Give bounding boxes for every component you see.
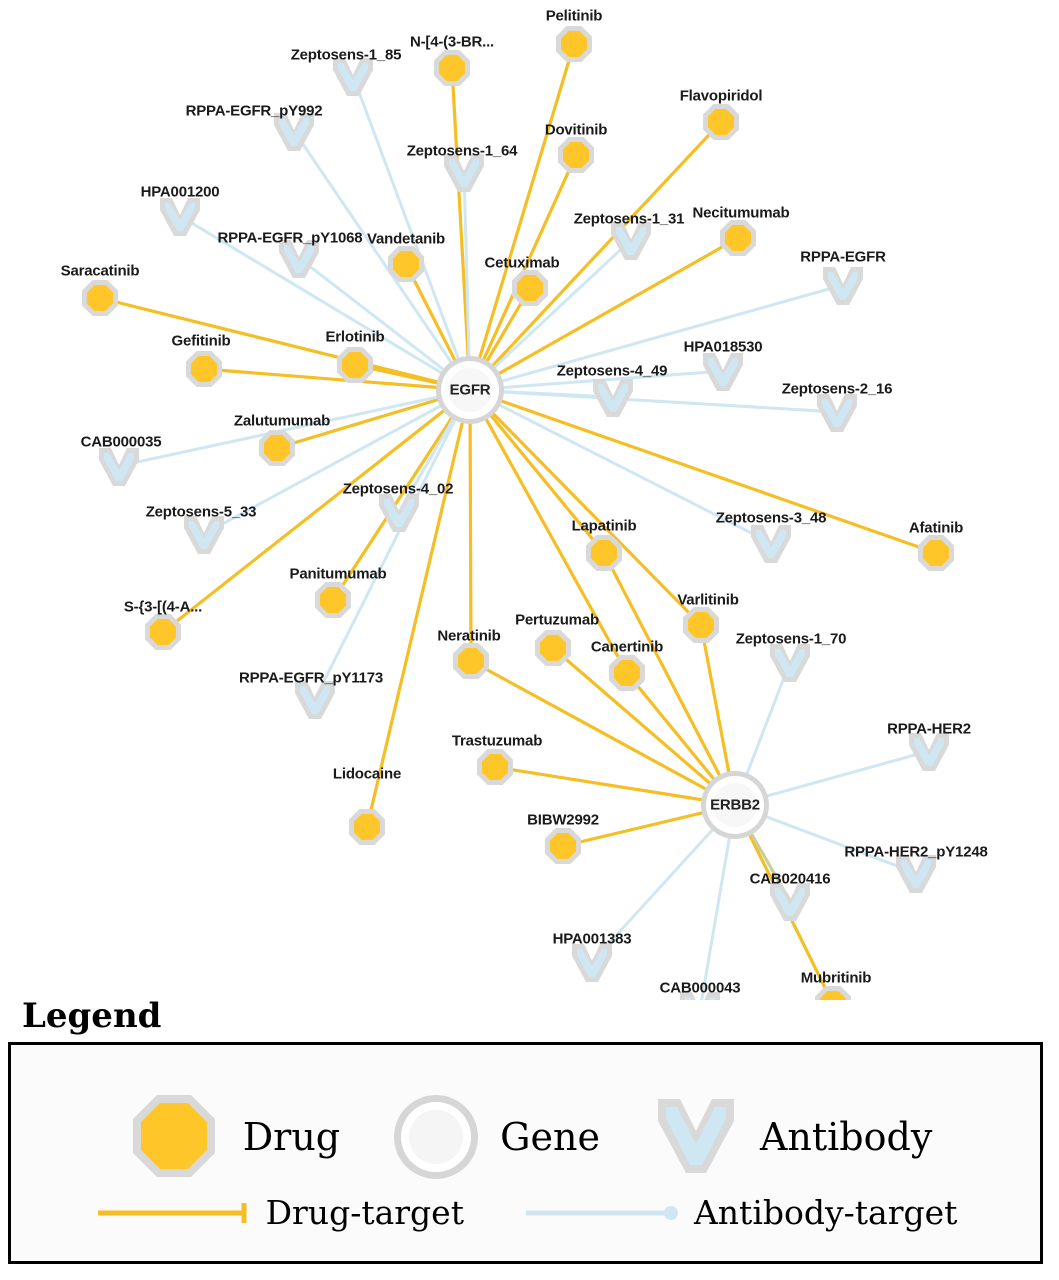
drug-label: Trastuzumab — [451, 732, 543, 750]
drug-label: Lidocaine — [332, 765, 402, 783]
antibody-label: CAB000035 — [80, 433, 162, 451]
drug-label: Neratinib — [437, 627, 501, 645]
antibody-label: CAB020416 — [749, 870, 831, 888]
drug-node[interactable] — [337, 347, 373, 383]
drug-node[interactable] — [512, 270, 548, 306]
drug-node[interactable] — [918, 535, 954, 571]
drug-label: Canertinib — [590, 638, 664, 656]
legend-antibody-edge-item — [522, 1193, 957, 1232]
legend-drug-label: Drug — [242, 1115, 341, 1159]
drug-node[interactable] — [683, 607, 719, 643]
antibody-target-edge — [294, 131, 470, 390]
drug-node[interactable] — [145, 614, 181, 650]
drug-node[interactable] — [315, 582, 351, 618]
drug-label: N-[4-(3-BR... — [409, 33, 495, 51]
antibody-label: RPPA-EGFR_pY992 — [185, 102, 323, 120]
legend-antibody-item — [646, 1087, 932, 1187]
drug-node[interactable] — [703, 104, 739, 140]
antibody-node[interactable] — [184, 516, 224, 554]
antibody-label: Zeptosens-4_02 — [342, 480, 454, 498]
legend-edges-row — [11, 1193, 1040, 1232]
legend-drug-edge-item — [94, 1193, 464, 1232]
antibody-label: Zeptosens-1_64 — [406, 142, 518, 160]
drug-node[interactable] — [720, 220, 756, 256]
antibody-node[interactable] — [99, 448, 139, 486]
antibody-label: Zeptosens-4_49 — [556, 362, 668, 380]
antibody-label: Zeptosens-3_48 — [715, 509, 827, 527]
drug-node[interactable] — [609, 655, 645, 691]
drug-node[interactable] — [556, 26, 592, 62]
antibody-node[interactable] — [572, 944, 612, 982]
drug-label: BIBW2992 — [527, 811, 599, 829]
antibody-node[interactable] — [444, 154, 484, 192]
legend-title: Legend — [22, 996, 162, 1036]
antibody-node[interactable] — [593, 379, 633, 417]
gene-icon — [386, 1087, 486, 1187]
antibody-label: CAB000043 — [659, 979, 741, 997]
antibody-node[interactable] — [333, 58, 373, 96]
drug-target-edge — [470, 390, 936, 553]
drug-node[interactable] — [259, 430, 295, 466]
antibody-node[interactable] — [909, 733, 949, 771]
antibody-label: HPA001383 — [552, 930, 632, 948]
legend-antibody-edge-label: Antibody-target — [693, 1193, 958, 1232]
legend-drug-edge-label: Drug-target — [265, 1193, 464, 1232]
gene-label: ERBB2 — [710, 796, 760, 814]
drug-node[interactable] — [815, 986, 851, 1000]
antibody-node[interactable] — [751, 525, 791, 563]
drug-icon — [119, 1087, 229, 1187]
antibody-icon — [646, 1087, 746, 1187]
drug-node[interactable] — [545, 828, 581, 864]
drug-label: Mubritinib — [800, 969, 872, 987]
drug-label: Varlitinib — [677, 591, 739, 609]
drug-node[interactable] — [349, 809, 385, 845]
drug-label: Afatinib — [908, 519, 964, 537]
legend-gene-label: Gene — [500, 1115, 600, 1159]
legend-drug-item — [119, 1087, 340, 1187]
drug-label: Cetuximab — [484, 254, 560, 272]
antibody-label: Zeptosens-2_16 — [781, 380, 893, 398]
antibody-label: RPPA-HER2 — [887, 720, 971, 738]
antibody-label: Zeptosens-5_33 — [145, 503, 257, 521]
drug-node[interactable] — [477, 749, 513, 785]
drug-label: Dovitinib — [544, 121, 608, 139]
drug-node[interactable] — [558, 137, 594, 173]
antibody-label: RPPA-HER2_pY1248 — [844, 843, 988, 861]
antibody-label: Zeptosens-1_70 — [735, 630, 847, 648]
antibody-node[interactable] — [770, 883, 810, 921]
drug-node[interactable] — [586, 535, 622, 571]
drug-label: Vandetanib — [366, 230, 446, 248]
antibody-label: RPPA-EGFR_pY1173 — [238, 669, 384, 687]
antibody-label: HPA001200 — [140, 183, 220, 201]
drug-target-edge-icon — [94, 1198, 254, 1228]
legend-shapes-row — [11, 1087, 1040, 1187]
drug-node[interactable] — [186, 351, 222, 387]
antibody-node[interactable] — [817, 394, 857, 432]
drug-node[interactable] — [535, 630, 571, 666]
drug-label: Erlotinib — [325, 328, 385, 346]
antibody-target-edge-icon — [522, 1198, 682, 1228]
legend-antibody-label: Antibody — [759, 1115, 933, 1159]
antibody-label: RPPA-EGFR_pY1068 — [217, 229, 363, 247]
drug-label: Panitumumab — [289, 565, 387, 583]
legend-panel — [8, 1042, 1043, 1264]
drug-label: Gefitinib — [171, 332, 231, 350]
antibody-target-edge — [315, 390, 470, 699]
drug-node[interactable] — [388, 246, 424, 282]
antibody-label: HPA018530 — [683, 338, 763, 356]
drug-node[interactable] — [82, 280, 118, 316]
antibody-node[interactable] — [770, 644, 810, 682]
antibody-node[interactable] — [295, 681, 335, 719]
drug-label: Saracatinib — [60, 262, 140, 280]
legend-gene-item — [386, 1087, 600, 1187]
antibody-node[interactable] — [160, 198, 200, 236]
drug-label: Necitumumab — [692, 204, 790, 222]
drug-label: Pertuzumab — [515, 611, 599, 629]
drug-label: Flavopiridol — [679, 87, 763, 105]
gene-label: EGFR — [449, 381, 491, 399]
antibody-label: Zeptosens-1_85 — [290, 46, 402, 64]
drug-label: Pelitinib — [545, 7, 603, 25]
drug-label: S-{3-[(4-A... — [123, 598, 203, 616]
antibody-label: Zeptosens-1_31 — [573, 210, 685, 228]
antibody-node[interactable] — [823, 267, 863, 305]
antibody-node[interactable] — [703, 353, 743, 391]
drug-target-edge — [367, 390, 470, 827]
drug-target-edge — [470, 390, 471, 661]
antibody-label: RPPA-EGFR — [800, 248, 886, 266]
drug-node[interactable] — [434, 50, 470, 86]
drug-node[interactable] — [453, 643, 489, 679]
antibody-node[interactable] — [896, 855, 936, 893]
drug-label: Zalutumumab — [233, 412, 331, 430]
drug-target-edge — [470, 390, 701, 625]
drug-label: Lapatinib — [571, 517, 637, 535]
